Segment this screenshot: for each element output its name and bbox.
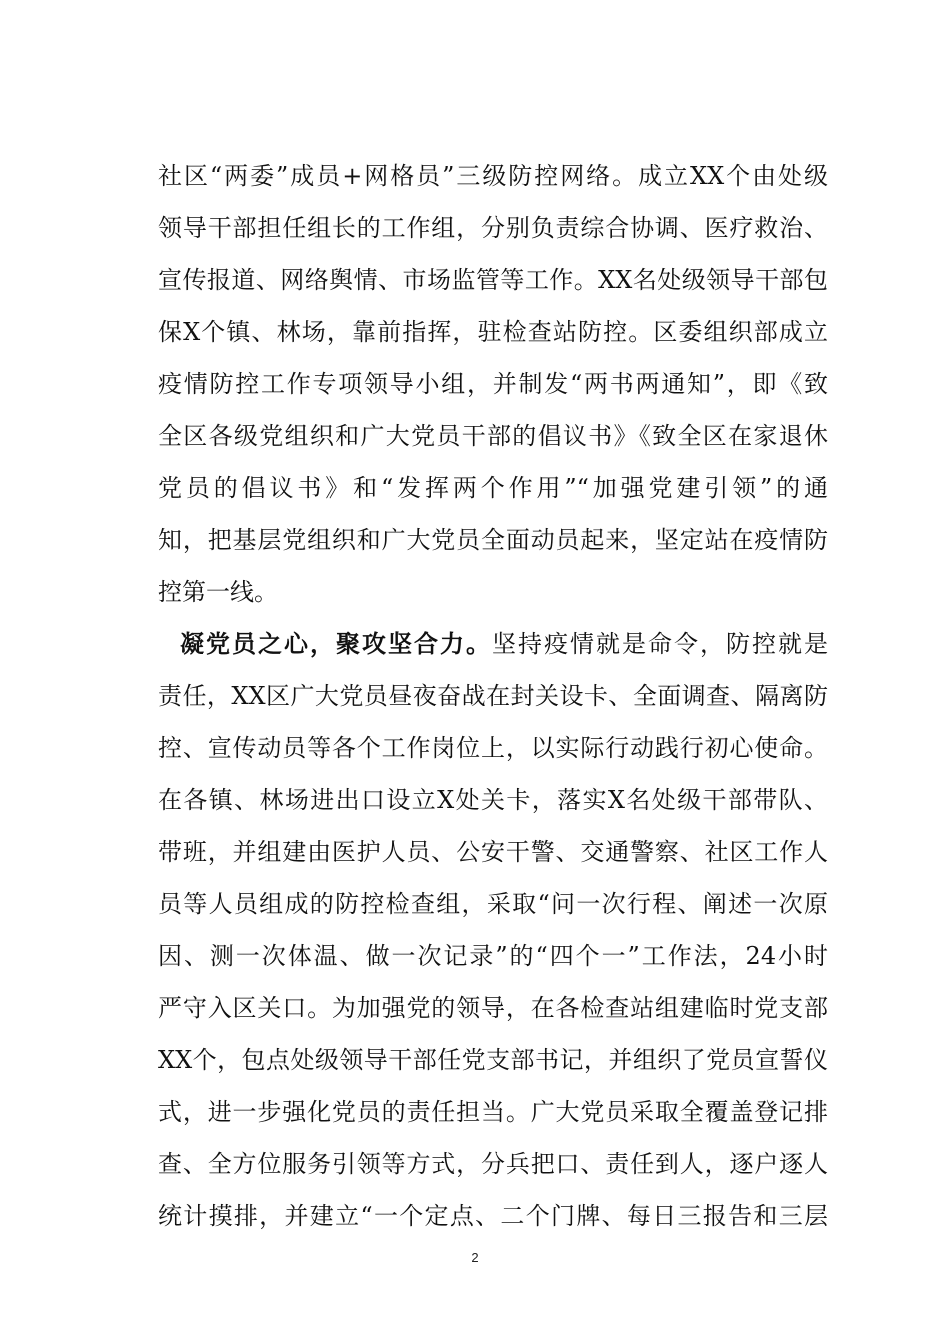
text-line: 知，把基层党组织和广大党员全面动员起来，坚定站在疫情防	[158, 526, 828, 554]
text-line: 查、全方位服务引领等方式，分兵把口、责任到人，逐户逐人	[158, 1150, 828, 1178]
paragraph-heading: 凝党员之心，聚攻坚合力。	[180, 630, 492, 658]
text-line: 宣传报道、网络舆情、市场监管等工作。XX名处级领导干部包	[158, 266, 828, 294]
text-line: 带班，并组建由医护人员、公安干警、交通警察、社区工作人	[158, 838, 828, 866]
page-number: 2	[471, 1250, 479, 1265]
text-line: 统计摸排，并建立“一个定点、二个门牌、每日三报告和三层	[158, 1202, 828, 1230]
text-line: 全区各级党组织和广大党员干部的倡议书》《致全区在家退休	[158, 422, 828, 450]
text-line: 在各镇、林场进出口设立X处关卡，落实X名处级干部带队、	[158, 786, 828, 814]
text-line: XX个，包点处级领导干部任党支部书记，并组织了党员宣誓仪	[158, 1046, 828, 1074]
text-line: 严守入区关口。为加强党的领导，在各检查站组建临时党支部	[158, 994, 828, 1022]
text-line: 控、宣传动员等各个工作岗位上，以实际行动践行初心使命。	[158, 734, 828, 762]
text-line: 员等人员组成的防控检查组，采取“问一次行程、阐述一次原	[158, 890, 828, 918]
paragraph-first-line-text: 坚持疫情就是命令，防控就是	[492, 630, 828, 658]
text-line: 式，进一步强化党员的责任担当。广大党员采取全覆盖登记排	[158, 1098, 828, 1126]
text-line: 因、测一次体温、做一次记录”的“四个一”工作法，24小时	[158, 942, 828, 970]
text-line: 保X个镇、林场，靠前指挥，驻检查站防控。区委组织部成立	[158, 318, 828, 346]
text-line: 党员的倡议书》和“发挥两个作用”“加强党建引领”的通	[158, 474, 828, 502]
paragraph-first-line	[180, 628, 828, 660]
text-line: 领导干部担任组长的工作组，分别负责综合协调、医疗救治、	[158, 214, 828, 242]
text-line: 社区“两委”成员+网格员”三级防控网络。成立XX个由处级	[158, 162, 828, 190]
text-line: 责任，XX区广大党员昼夜奋战在封关设卡、全面调查、隔离防	[158, 682, 828, 710]
text-line: 疫情防控工作专项领导小组，并制发“两书两通知”，即《致	[158, 370, 828, 398]
text-line: 控第一线。	[158, 578, 278, 606]
